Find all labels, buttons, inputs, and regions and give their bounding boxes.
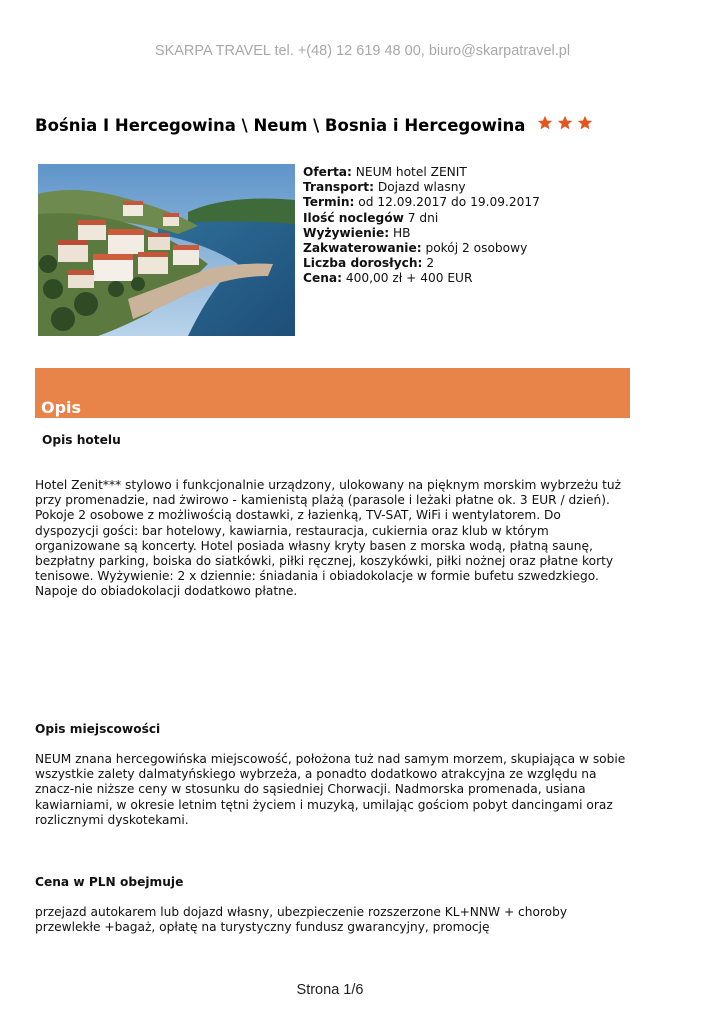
detail-row: Zakwaterowanie: pokój 2 osobowy (303, 241, 528, 256)
hotel-description: Hotel Zenit*** stylowo i funkcjonalnie urządzony, ulokowany na pięknym morskim wybrzeżu tuż przy promenadzie, nad żwirowo - kamienistą plażą (parasole i leżaki płatne ok. 3 EUR / dzień). Pokoje 2 osobowe z możliwością dostawki, z łazienką, TV-SAT, WiFi i wentylatorem. Do dyspozycji gości: bar hotelowy, kawiarnia, restauracja, cukiernia oraz klub w którym organizowane są koncerty. Hotel posiada własny kryty basen z morska wodą, płatną saunę, bezpłatny parking, boiska do siatkówki, piłki ręcznej, koszykówki, piłki nożnej oraz płatne korty tenisowe. Wyżywienie: 2 x dziennie: śniadania i obiadokolacje w formie bufetu szwedzkiego. Napoje do obiadokolacji dodatkowo płatne. (35, 478, 621, 599)
detail-row: Liczba dorosłych: 2 (303, 256, 435, 271)
price-description: przejazd autokarem lub dojazd własny, ubezpieczenie rozszerzone KL+NNW + choroby przewlekłe +bagaż, opłatę na turystyczny fundusz gwarancyjny, promocję (35, 905, 568, 935)
hotel-heading: Opis hotelu (42, 433, 121, 447)
detail-row: Wyżywienie: HB (303, 225, 411, 240)
section-title: Opis (41, 398, 82, 417)
offer-details (303, 165, 540, 287)
town-description: NEUM znana hercegowińska miejscowość, położona tuż nad samym morzem, skupiająca w sobie wszystkie zalety dalmatyńskiego wybrzeża, a ponadto dodatkowo atrakcyjna ze względu na znacz-nie niższe ceny w stosunku do sąsiedniej Chorwacji. Nadmorska promenada, usiana kawiarniami, w okresie letnim tętni życiem i muzyką, umilając gościom pobyt dancingami oraz rozlicznymi dyskotekami. (35, 752, 626, 827)
star-icon (537, 115, 553, 131)
hotel-photo (38, 164, 295, 336)
offer-title: Bośnia I Hercegowina \ Neum \ Bosnia i Hercegowina (35, 116, 526, 135)
price-heading: Cena w PLN obejmuje (35, 875, 184, 889)
section-band (35, 368, 630, 418)
detail-row: Termin: od 12.09.2017 do 19.09.2017 (303, 195, 540, 210)
town-heading: Opis miejscowości (35, 722, 161, 736)
star-icon (577, 115, 593, 131)
detail-row: Ilość noclegów 7 dni (303, 210, 439, 225)
star-icon (557, 115, 573, 131)
agency-contact-header: SKARPA TRAVEL tel. +(48) 12 619 48 00, biuro@skarpatravel.pl (154, 43, 571, 59)
star-rating (537, 115, 597, 131)
detail-row: Transport: Dojazd wlasny (303, 180, 466, 195)
detail-row: Oferta: NEUM hotel ZENIT (303, 165, 467, 179)
page-number: Strona 1/6 (296, 982, 364, 998)
detail-row: Cena: 400,00 zł + 400 EUR (303, 271, 473, 286)
title-row (35, 116, 597, 135)
